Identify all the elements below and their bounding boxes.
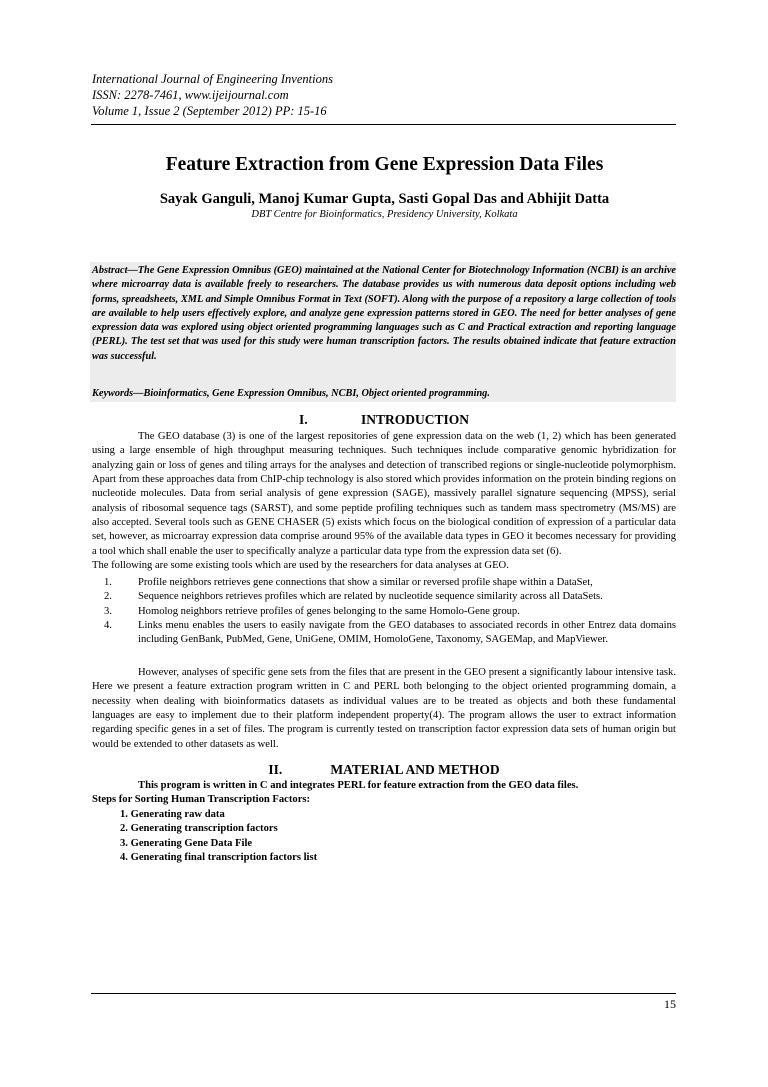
section-title: INTRODUCTION [360, 412, 469, 427]
paper-title: Feature Extraction from Gene Expression Data Files [165, 154, 604, 175]
section-heading-methods [92, 762, 676, 778]
list-item-marker: 1. [104, 577, 112, 588]
section-number: I. [298, 412, 308, 427]
paper-affiliation: DBT Centre for Bioinformatics, Presidency University, Kolkata [251, 209, 518, 220]
list-item-marker: 4. [104, 620, 112, 632]
list-item: 3. Generating Gene Data File [120, 837, 253, 849]
list-item: 2. Generating transcription factors [120, 823, 278, 835]
steps-list [120, 808, 520, 865]
section-title: MATERIAL AND METHOD [330, 762, 500, 777]
list-item-text: Profile neighbors retrieves gene connections that show a similar or reversed profile shape within a DataSet, [138, 577, 593, 588]
steps-heading: Steps for Sorting Human Transcription Factors: [92, 794, 311, 806]
journal-issn: ISSN: 2278-7461, www.ijeijournal.com [92, 88, 289, 102]
journal-header [92, 71, 682, 119]
introduction-paragraph-2: However, analyses of specific gene sets from the files that are present in the GEO present a significantly labour intensive task. Here we present a feature extraction program written in C and PERL both belonging to the object oriented programming domain, a necessity when dealing with bioinformatics datasets as individual values are to be treated as objects and both these fundamental languages are easy to implement due to their platform independent property(4). The program allows the user to extract information regarding specific genes in a set of files. The program is currently tested on transcription factor expression data sets of human origin but would be extended to other datasets as well. [92, 667, 676, 750]
abstract-text: Abstract—The Gene Expression Omnibus (GEO) maintained at the National Center for Biotechnology Information (NCBI) is an archive where microarray data is available freely to researchers. The database provides us with numerous data deposit options including web forms, spreadsheets, XML and Simple Omnibus Format in Text (SOFT). Along with the purpose of a repository a large collection of tools are available to help users effectively explore, and analyze gene expression patterns stored in GEO. The need for better analyses of gene expression data was explored using object oriented programming languages such as C and Practical extraction and reporting language (PERL). The test set that was used for this study were human transcription factors. The results obtained indicate that feature extraction was successful. [92, 265, 676, 362]
section-heading-introduction [92, 412, 676, 428]
list-item: 1. Generating raw data [120, 809, 225, 820]
introduction-body [92, 430, 676, 573]
journal-name: International Journal of Engineering Inventions [92, 72, 333, 86]
list-item-text: Links menu enables the users to easily navigate from the GEO databases to associated records in other Entrez data domains including GenBank, PubMed, Gene, UniGene, OMIM, HomoloGene, Taxonomy, SAGEMap, and MapViewer. [138, 620, 676, 646]
journal-volume: Volume 1, Issue 2 (September 2012) PP: 15-16 [92, 104, 327, 118]
page-number: 15 [664, 997, 676, 1011]
list-item: 4. Generating final transcription factors list [120, 852, 318, 864]
list-item [92, 576, 676, 590]
list-item [92, 605, 676, 619]
tools-intro: The following are some existing tools which are used by the researchers for data analyses at GEO. [92, 560, 509, 572]
paper-authors: Sayak Ganguli, Manoj Kumar Gupta, Sasti Gopal Das and Abhijit Datta [159, 191, 610, 207]
list-item-marker: 3. [104, 605, 112, 617]
list-item-marker: 2. [104, 591, 112, 603]
list-item [92, 590, 676, 604]
methods-intro [92, 779, 676, 808]
methods-intro-text: This program is written in C and integrates PERL for feature extraction from the GEO data files. [138, 780, 579, 791]
section-number: II. [268, 762, 283, 777]
header-divider [91, 124, 676, 125]
footer-divider [91, 993, 676, 994]
list-item-text: Sequence neighbors retrieves profiles which are related by nucleotide sequence similarity across all DataSets. [138, 591, 603, 603]
introduction-paragraph-1: The GEO database (3) is one of the largest repositories of gene expression data on the web (1, 2) which has been generated using a large ensemble of high throughput measuring techniques. Such techniques include comparative genomic hybridization for analyzing gain or loss of genes and tiling arrays for the analyses and detection of transcribed regions or single-nucleotide polymorphism. Apart from these approaches data from ChIP-chip technology is also stored which provides information on the protein binding regions on nucleotide molecules. Data from serial analysis of gene expression (SAGE), massively parallel signature sequencing (MPSS), serial analysis of ribosomal sequence tags (SARST), and some peptide profiling techniques such as tandem mass spectrometry (MS/MS) are also accepted. Several tools such as GENE CHASER (5) exists which focus on the biological condition of expression of a particular data set, however, as microarray expression data comprise around 95% of the available data types in GEO it becomes necessary for providing a tool which shall enable the user to specifically analyze a particular data type from the expression data set (6). [92, 431, 676, 557]
keywords-text: Keywords—Bioinformatics, Gene Expression Omnibus, NCBI, Object oriented programming. [92, 388, 490, 399]
tools-list [92, 576, 676, 648]
introduction-body-2 [92, 666, 676, 752]
list-item-text: Homolog neighbors retrieve profiles of genes belonging to the same Homolo-Gene group. [138, 605, 520, 617]
list-item [92, 619, 676, 648]
